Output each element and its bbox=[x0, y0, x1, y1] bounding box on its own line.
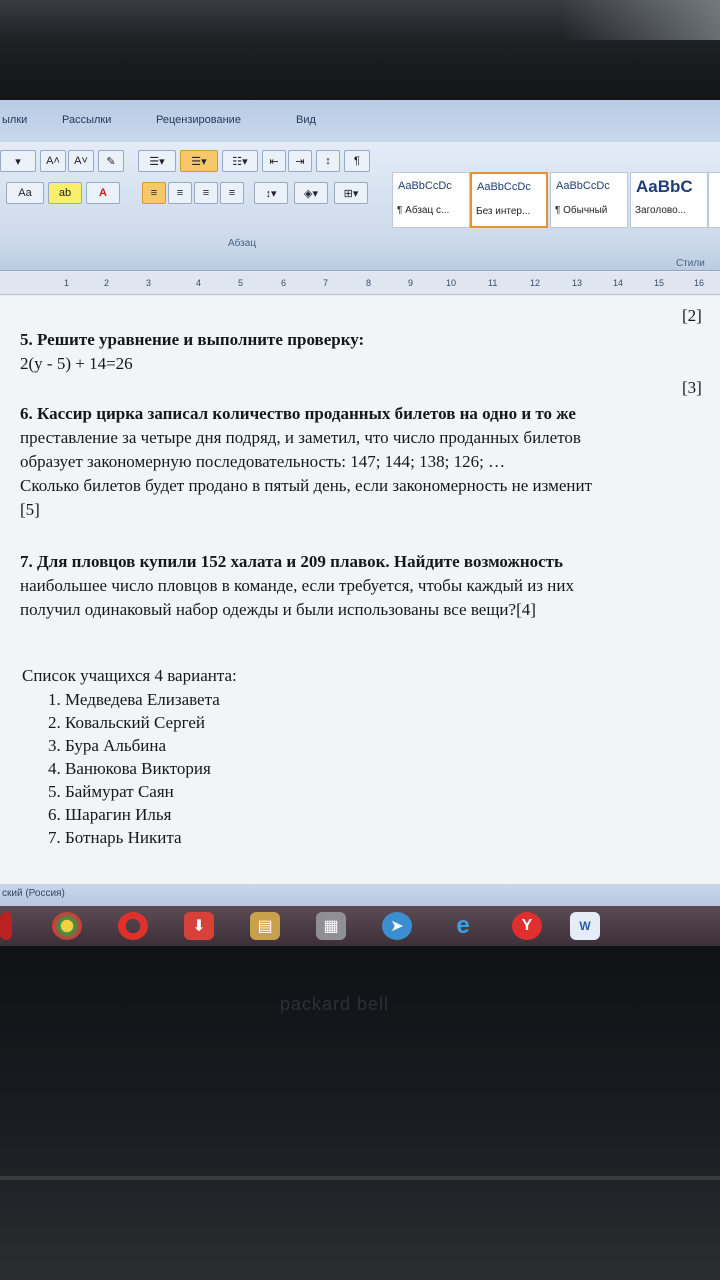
ruler-tick: 15 bbox=[654, 278, 665, 288]
style-list-paragraph[interactable] bbox=[392, 172, 470, 228]
task5-title: 5. Решите уравнение и выполните проверку: bbox=[20, 330, 365, 349]
ruler-tick: 2 bbox=[104, 278, 110, 288]
task7-line: наибольшее число пловцов в команде, если требуется, чтобы каждый из них bbox=[20, 576, 574, 595]
align-center-icon[interactable]: ≡ bbox=[168, 182, 192, 204]
font-color-button[interactable]: A bbox=[86, 182, 120, 204]
style-normal[interactable] bbox=[550, 172, 628, 228]
task6-line: преставление за четыре дня подряд, и заметил, что число проданных билетов bbox=[20, 428, 581, 447]
ruler-tick: 11 bbox=[488, 278, 498, 288]
list-item: 3. Бура Альбина bbox=[48, 736, 167, 755]
shrink-font-button[interactable]: A˅ bbox=[68, 150, 94, 172]
ruler-tick: 14 bbox=[613, 278, 624, 288]
list-item: 7. Ботнарь Никита bbox=[48, 828, 182, 847]
grow-font-button[interactable]: A˄ bbox=[40, 150, 66, 172]
borders-icon[interactable]: ⊞▾ bbox=[334, 182, 368, 204]
score-mark: [2] bbox=[682, 306, 702, 325]
taskbar bbox=[0, 906, 720, 946]
task6-line: образует закономерную последовательность: 147; 144; 138; 126; … bbox=[20, 452, 506, 471]
style-sample: AaBbCcDc bbox=[398, 180, 452, 192]
style-name: Заголово... bbox=[635, 205, 686, 216]
justify-icon[interactable]: ≡ bbox=[220, 182, 244, 204]
ruler-tick: 10 bbox=[446, 278, 457, 288]
style-sample: AaBbCcDc bbox=[477, 181, 531, 193]
clear-format-icon[interactable]: ✎ bbox=[98, 150, 124, 172]
style-more[interactable] bbox=[708, 172, 720, 228]
sort-icon[interactable]: ↕ bbox=[316, 150, 340, 172]
style-sample: AaBbC bbox=[636, 177, 693, 196]
tab-links[interactable]: ылки bbox=[2, 114, 28, 126]
task7-line: получил одинаковый набор одежды и были использованы все вещи?[4] bbox=[20, 600, 536, 619]
laptop-hinge bbox=[0, 1176, 720, 1180]
list-item: 4. Ванюкова Виктория bbox=[48, 759, 211, 778]
numbering-icon[interactable]: ☰▾ bbox=[180, 150, 218, 172]
decrease-indent-icon[interactable]: ⇤ bbox=[262, 150, 286, 172]
word-icon[interactable]: W bbox=[570, 912, 600, 940]
start-button-icon[interactable] bbox=[0, 912, 12, 940]
tab-review[interactable]: Рецензирование bbox=[156, 114, 241, 126]
status-bar bbox=[0, 884, 720, 906]
ruler-tick: 5 bbox=[238, 278, 244, 288]
ruler-tick: 13 bbox=[572, 278, 583, 288]
ruler-tick: 3 bbox=[146, 278, 152, 288]
font-size-dropdown[interactable]: ▾ bbox=[0, 150, 36, 172]
ruler bbox=[0, 272, 720, 295]
style-name: Без интер... bbox=[476, 206, 531, 217]
shading-icon[interactable]: ◈▾ bbox=[294, 182, 328, 204]
align-right-icon[interactable]: ≡ bbox=[194, 182, 218, 204]
ruler-tick: 7 bbox=[323, 278, 329, 288]
telegram-icon[interactable]: ➤ bbox=[382, 912, 412, 940]
style-name: ¶ Обычный bbox=[555, 205, 608, 216]
ruler-tick: 8 bbox=[366, 278, 372, 288]
list-item: 2. Ковальский Сергей bbox=[48, 713, 205, 732]
student-list-title: Список учащихся 4 варианта: bbox=[22, 666, 237, 685]
list-item: 6. Шарагин Илья bbox=[48, 805, 172, 824]
line-spacing-icon[interactable]: ↕▾ bbox=[254, 182, 288, 204]
task5-equation: 2(y - 5) + 14=26 bbox=[20, 354, 133, 373]
align-left-icon[interactable]: ≡ bbox=[142, 182, 166, 204]
style-sample: AaBbCcDc bbox=[556, 180, 610, 192]
file-manager-icon[interactable]: ▦ bbox=[316, 912, 346, 940]
ruler-tick: 12 bbox=[530, 278, 541, 288]
ruler-tick: 9 bbox=[408, 278, 414, 288]
folder-icon[interactable]: ▤ bbox=[250, 912, 280, 940]
ribbon-tabs bbox=[0, 100, 720, 142]
task6-line: 6. Кассир цирка записал количество проданных билетов на одно и то же bbox=[20, 404, 576, 423]
multilevel-list-icon[interactable]: ☷▾ bbox=[222, 150, 258, 172]
language-indicator[interactable]: ский (Россия) bbox=[2, 888, 65, 899]
style-heading[interactable] bbox=[630, 172, 708, 228]
group-styles-label: Стили bbox=[676, 258, 705, 269]
score-mark: [3] bbox=[682, 378, 702, 397]
group-paragraph-label: Абзац bbox=[228, 238, 257, 249]
ruler-tick: 1 bbox=[64, 278, 70, 288]
ruler-tick: 6 bbox=[281, 278, 287, 288]
download-icon[interactable]: ⬇ bbox=[184, 912, 214, 940]
pilcrow-icon[interactable]: ¶ bbox=[344, 150, 370, 172]
brand-logo: packard bell bbox=[280, 994, 390, 1014]
internet-explorer-icon[interactable]: e bbox=[456, 912, 470, 939]
chrome-icon[interactable] bbox=[52, 912, 82, 940]
ruler-tick: 4 bbox=[196, 278, 202, 288]
yandex-browser-icon[interactable]: Y bbox=[512, 912, 542, 940]
task7-line: 7. Для пловцов купили 152 халата и 209 плавок. Найдите возможность bbox=[20, 552, 564, 571]
photo-frame-top bbox=[0, 0, 720, 100]
increase-indent-icon[interactable]: ⇥ bbox=[288, 150, 312, 172]
tab-mailings[interactable]: Рассылки bbox=[62, 114, 112, 126]
highlight-button[interactable]: ab bbox=[48, 182, 82, 204]
ruler-tick: 16 bbox=[694, 278, 705, 288]
style-name: ¶ Абзац с... bbox=[397, 205, 450, 216]
opera-icon[interactable] bbox=[118, 912, 148, 940]
bullets-icon[interactable]: ☰▾ bbox=[138, 150, 176, 172]
laptop-body bbox=[0, 946, 720, 1280]
style-no-spacing[interactable] bbox=[470, 172, 548, 228]
tab-view[interactable]: Вид bbox=[296, 114, 316, 126]
change-case-button[interactable]: Aa bbox=[6, 182, 44, 204]
word-window bbox=[0, 100, 720, 946]
task6-line: Сколько билетов будет продано в пятый день, если закономерность не изменит bbox=[20, 476, 593, 495]
task6-mark: [5] bbox=[20, 500, 40, 519]
list-item: 5. Баймурат Саян bbox=[48, 782, 174, 801]
list-item: 1. Медведева Елизавета bbox=[48, 690, 220, 709]
document-page[interactable] bbox=[0, 296, 720, 884]
ribbon bbox=[0, 142, 720, 271]
